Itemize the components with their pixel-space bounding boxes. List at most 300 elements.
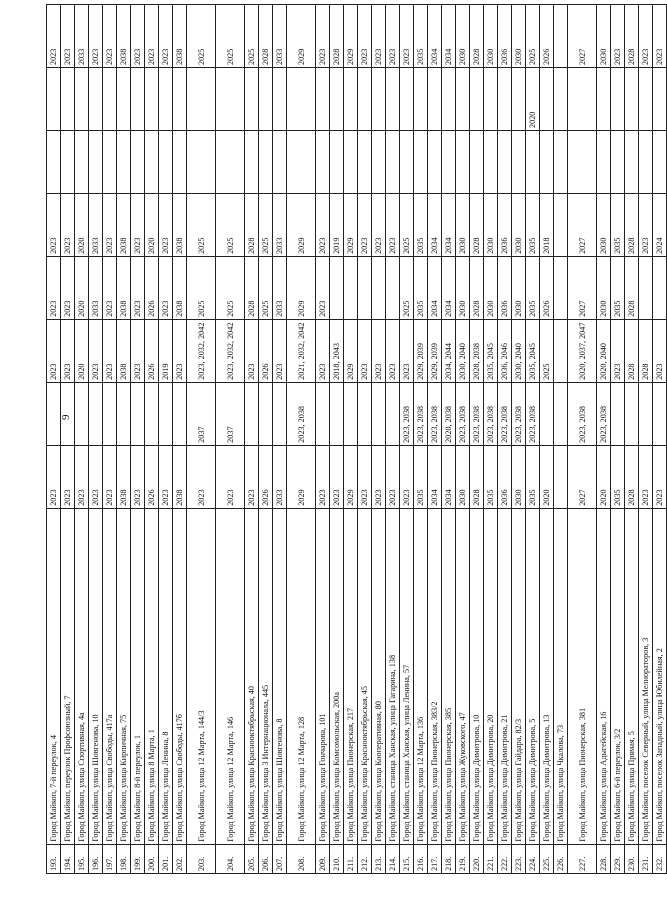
year-cell: 2038 bbox=[117, 193, 131, 256]
year-cell: 2025 bbox=[216, 256, 245, 319]
address-cell: Город Майкоп, улица 12 Марта, 144/3 bbox=[187, 508, 216, 844]
row-number: 195. bbox=[75, 844, 89, 873]
year-cell bbox=[145, 68, 159, 131]
row-number: 194. bbox=[61, 844, 75, 873]
table-row bbox=[526, 5, 540, 874]
table-row bbox=[625, 5, 639, 874]
year-cell bbox=[89, 130, 103, 193]
year-cell bbox=[287, 68, 316, 131]
year-cell bbox=[639, 68, 653, 131]
year-cell: 2023 bbox=[61, 319, 75, 382]
year-cell bbox=[597, 130, 611, 193]
year-cell bbox=[428, 130, 442, 193]
year-cell: 2023 bbox=[103, 319, 117, 382]
table-row bbox=[145, 5, 159, 874]
year-cell: 2023 bbox=[159, 445, 173, 508]
year-cell: 2023 bbox=[639, 445, 653, 508]
year-cell bbox=[145, 130, 159, 193]
year-cell: 2035 bbox=[526, 193, 540, 256]
year-cell: 2029 bbox=[344, 445, 358, 508]
row-number: 201. bbox=[159, 844, 173, 873]
address-cell: Город Майкоп, улица Пионерская, 385 bbox=[442, 508, 456, 844]
year-cell: 2035 bbox=[414, 193, 428, 256]
table-row bbox=[173, 5, 187, 874]
year-cell: 2023 bbox=[103, 193, 117, 256]
year-cell: 2036, 2046 bbox=[498, 319, 512, 382]
year-cell: 2023 bbox=[159, 5, 173, 68]
year-cell: 2034 bbox=[442, 193, 456, 256]
year-cell: 2025 bbox=[187, 193, 216, 256]
year-cell: 2036 bbox=[498, 445, 512, 508]
year-cell bbox=[245, 130, 259, 193]
year-cell bbox=[512, 130, 526, 193]
year-cell bbox=[173, 382, 187, 445]
year-cell: 2034 bbox=[442, 256, 456, 319]
year-cell: 2023 bbox=[653, 445, 667, 508]
year-cell: 2030 bbox=[512, 193, 526, 256]
address-cell: Город Майкоп, улица Ленина, 8 bbox=[159, 508, 173, 844]
table-row bbox=[287, 5, 316, 874]
year-cell: 2033 bbox=[75, 5, 89, 68]
year-cell: 2038 bbox=[173, 256, 187, 319]
year-cell bbox=[372, 382, 386, 445]
year-cell: 2023, 2038 bbox=[456, 382, 470, 445]
address-cell: Город Майкоп, улица Спортивная, 4а bbox=[75, 508, 89, 844]
year-cell bbox=[611, 68, 625, 131]
year-cell bbox=[187, 130, 216, 193]
year-cell: 2023 bbox=[61, 256, 75, 319]
year-cell bbox=[470, 68, 484, 131]
year-cell: 2030 bbox=[512, 445, 526, 508]
year-cell: 2023 bbox=[386, 319, 400, 382]
year-cell bbox=[653, 256, 667, 319]
year-cell bbox=[568, 68, 597, 131]
year-cell bbox=[456, 130, 470, 193]
year-cell bbox=[639, 130, 653, 193]
year-cell: 2023 bbox=[131, 5, 145, 68]
year-cell bbox=[259, 130, 273, 193]
year-cell bbox=[554, 68, 568, 131]
table-row bbox=[428, 5, 442, 874]
address-cell: Город Майкоп, улица Адыгейская, 16 bbox=[597, 508, 611, 844]
year-cell: 2023 bbox=[47, 5, 61, 68]
year-cell bbox=[173, 68, 187, 131]
year-cell: 2023 bbox=[103, 256, 117, 319]
year-cell: 2023 bbox=[159, 193, 173, 256]
row-number: 221. bbox=[484, 844, 498, 873]
year-cell: 2023, 2038 bbox=[568, 382, 597, 445]
year-cell: 2020, 2038 bbox=[442, 382, 456, 445]
year-cell bbox=[639, 382, 653, 445]
year-cell: 2030 bbox=[484, 5, 498, 68]
year-cell: 2027 bbox=[568, 445, 597, 508]
address-cell: Город Майкоп, улица Пионерская, 383/2 bbox=[428, 508, 442, 844]
year-cell bbox=[554, 5, 568, 68]
year-cell bbox=[273, 130, 287, 193]
year-cell: 2030 bbox=[456, 193, 470, 256]
year-cell: 2030 bbox=[597, 5, 611, 68]
year-cell: 2023 bbox=[131, 256, 145, 319]
table-row bbox=[442, 5, 456, 874]
row-number: 227. bbox=[568, 844, 597, 873]
year-cell: 2023 bbox=[639, 5, 653, 68]
year-cell bbox=[386, 382, 400, 445]
year-cell: 2035 bbox=[526, 256, 540, 319]
year-cell bbox=[512, 68, 526, 131]
address-cell: Город Майкоп, улица Свободы, 417а bbox=[103, 508, 117, 844]
row-number: 198. bbox=[117, 844, 131, 873]
year-cell: 2023, 2038 bbox=[400, 382, 414, 445]
year-cell bbox=[61, 382, 75, 445]
year-cell: 2026 bbox=[540, 256, 554, 319]
year-cell bbox=[216, 68, 245, 131]
year-cell: 2025 bbox=[245, 5, 259, 68]
table-body bbox=[47, 5, 667, 874]
address-cell: Город Майкоп, улица Прямая, 5 bbox=[625, 508, 639, 844]
year-cell bbox=[316, 130, 330, 193]
year-cell: 2036 bbox=[498, 5, 512, 68]
year-cell bbox=[442, 130, 456, 193]
address-cell: Город Майкоп, улица 8 Марта, 1 bbox=[145, 508, 159, 844]
schedule-table bbox=[46, 4, 667, 874]
year-cell: 2028 bbox=[330, 5, 344, 68]
year-cell: 2020 bbox=[597, 445, 611, 508]
row-number: 214. bbox=[386, 844, 400, 873]
year-cell: 2025 bbox=[259, 193, 273, 256]
year-cell: 2023 bbox=[358, 319, 372, 382]
year-cell bbox=[131, 382, 145, 445]
year-cell: 2033 bbox=[273, 256, 287, 319]
year-cell: 2035 bbox=[526, 445, 540, 508]
year-cell: 2019 bbox=[159, 319, 173, 382]
year-cell: 2023 bbox=[103, 5, 117, 68]
year-cell: 2030, 2040 bbox=[512, 319, 526, 382]
year-cell: 2029 bbox=[287, 5, 316, 68]
table-row bbox=[414, 5, 428, 874]
year-cell: 2029 bbox=[344, 319, 358, 382]
row-number: 230. bbox=[625, 844, 639, 873]
row-number: 196. bbox=[89, 844, 103, 873]
address-cell: Город Майкоп, улица 12 Марта, 146 bbox=[216, 508, 245, 844]
row-number: 197. bbox=[103, 844, 117, 873]
table-row bbox=[61, 5, 75, 874]
year-cell bbox=[358, 68, 372, 131]
year-cell: 2034 bbox=[428, 256, 442, 319]
year-cell: 2023 bbox=[47, 256, 61, 319]
year-cell: 2030 bbox=[512, 5, 526, 68]
table-row bbox=[103, 5, 117, 874]
year-cell: 2023, 2038 bbox=[597, 382, 611, 445]
year-cell: 2025 bbox=[400, 193, 414, 256]
row-number: 213. bbox=[372, 844, 386, 873]
year-cell bbox=[273, 68, 287, 131]
year-cell bbox=[653, 382, 667, 445]
year-cell bbox=[414, 68, 428, 131]
year-cell bbox=[358, 256, 372, 319]
year-cell bbox=[117, 68, 131, 131]
table-row bbox=[187, 5, 216, 874]
year-cell: 2023 bbox=[216, 445, 245, 508]
year-cell bbox=[428, 68, 442, 131]
row-number: 212. bbox=[358, 844, 372, 873]
year-cell: 2023 bbox=[173, 319, 187, 382]
year-cell: 2033 bbox=[89, 193, 103, 256]
year-cell: 2035, 2045 bbox=[526, 319, 540, 382]
year-cell: 2029 bbox=[287, 256, 316, 319]
row-number: 210. bbox=[330, 844, 344, 873]
year-cell: 2026 bbox=[145, 445, 159, 508]
year-cell: 2023 bbox=[245, 319, 259, 382]
rotated-page bbox=[46, 4, 664, 874]
table-row bbox=[470, 5, 484, 874]
row-number: 193. bbox=[47, 844, 61, 873]
address-cell: Город Майкоп, улица 12 Марта, 128 bbox=[287, 508, 316, 844]
year-cell bbox=[498, 130, 512, 193]
year-cell bbox=[75, 68, 89, 131]
year-cell bbox=[61, 130, 75, 193]
year-cell: 2038 bbox=[173, 445, 187, 508]
row-number: 231. bbox=[639, 844, 653, 873]
year-cell: 2023 bbox=[400, 5, 414, 68]
address-cell: Город Майкоп, поселок Северный, улица Мелиораторов, 3 bbox=[639, 508, 653, 844]
address-cell: Город Майкоп, улица Комсомольская, 200а bbox=[330, 508, 344, 844]
year-cell: 2034 bbox=[442, 5, 456, 68]
year-cell: 2023 bbox=[89, 319, 103, 382]
year-cell: 2025 bbox=[216, 193, 245, 256]
year-cell bbox=[597, 68, 611, 131]
table-row bbox=[245, 5, 259, 874]
year-cell bbox=[131, 68, 145, 131]
year-cell: 2023 bbox=[358, 445, 372, 508]
year-cell: 2025 bbox=[526, 5, 540, 68]
row-number: 223. bbox=[512, 844, 526, 873]
address-cell: Город Майкоп, 7-й переулок, 4 bbox=[47, 508, 61, 844]
year-cell: 2027 bbox=[568, 5, 597, 68]
table-row bbox=[75, 5, 89, 874]
table-row bbox=[159, 5, 173, 874]
year-cell: 2025 bbox=[187, 5, 216, 68]
year-cell bbox=[259, 68, 273, 131]
year-cell bbox=[103, 382, 117, 445]
year-cell: 2035, 2045 bbox=[484, 319, 498, 382]
year-cell: 2023 bbox=[400, 445, 414, 508]
year-cell bbox=[47, 68, 61, 131]
address-cell: Город Майкоп, улица Гайдара, 82/3 bbox=[512, 508, 526, 844]
year-cell bbox=[287, 130, 316, 193]
year-cell: 2036 bbox=[498, 193, 512, 256]
year-cell: 2028 bbox=[625, 445, 639, 508]
table-row bbox=[639, 5, 653, 874]
year-cell bbox=[330, 382, 344, 445]
address-cell: Город Майкоп, улица Чкалова, 73 bbox=[554, 508, 568, 844]
year-cell: 2028 bbox=[625, 193, 639, 256]
year-cell bbox=[159, 68, 173, 131]
year-cell: 2030 bbox=[456, 445, 470, 508]
row-number: 224. bbox=[526, 844, 540, 873]
year-cell bbox=[442, 68, 456, 131]
year-cell bbox=[568, 130, 597, 193]
year-cell: 2023 bbox=[316, 445, 330, 508]
year-cell: 2035 bbox=[414, 5, 428, 68]
year-cell: 2023 bbox=[653, 319, 667, 382]
year-cell bbox=[554, 382, 568, 445]
address-cell: Город Майкоп, улица Димитрова, 5 bbox=[526, 508, 540, 844]
year-cell: 2025 bbox=[216, 5, 245, 68]
year-cell bbox=[103, 68, 117, 131]
year-cell: 2023 bbox=[89, 5, 103, 68]
year-cell bbox=[316, 68, 330, 131]
year-cell: 2023, 2038 bbox=[287, 382, 316, 445]
year-cell: 2023, 2032, 2042 bbox=[187, 319, 216, 382]
year-cell bbox=[400, 130, 414, 193]
table-row bbox=[344, 5, 358, 874]
year-cell bbox=[386, 256, 400, 319]
year-cell: 2034 bbox=[428, 5, 442, 68]
year-cell bbox=[470, 130, 484, 193]
year-cell: 2023 bbox=[358, 193, 372, 256]
year-cell: 2028 bbox=[625, 256, 639, 319]
address-cell: Город Майкоп, улица Шовгенова, 10 bbox=[89, 508, 103, 844]
year-cell bbox=[316, 382, 330, 445]
year-cell: 2038 bbox=[117, 319, 131, 382]
year-cell: 2030 bbox=[456, 256, 470, 319]
year-cell: 2026 bbox=[259, 445, 273, 508]
year-cell: 2028 bbox=[470, 193, 484, 256]
row-number: 222. bbox=[498, 844, 512, 873]
year-cell bbox=[625, 130, 639, 193]
year-cell: 2028 bbox=[245, 256, 259, 319]
year-cell: 2023 bbox=[653, 5, 667, 68]
year-cell: 2027 bbox=[568, 193, 597, 256]
year-cell: 2023 bbox=[372, 319, 386, 382]
year-cell: 2038 bbox=[117, 445, 131, 508]
year-cell: 2023 bbox=[103, 445, 117, 508]
year-cell: 2028 bbox=[639, 319, 653, 382]
table-row bbox=[554, 5, 568, 874]
year-cell bbox=[159, 130, 173, 193]
address-cell: Город Майкоп, станица Ханская, улица Ленина, 57 bbox=[400, 508, 414, 844]
year-cell: 2026 bbox=[540, 5, 554, 68]
year-cell bbox=[344, 256, 358, 319]
year-cell bbox=[358, 130, 372, 193]
year-cell bbox=[386, 130, 400, 193]
year-cell bbox=[540, 68, 554, 131]
table-row bbox=[372, 5, 386, 874]
year-cell bbox=[117, 130, 131, 193]
year-cell: 2023, 2038 bbox=[470, 382, 484, 445]
year-cell: 2023 bbox=[47, 445, 61, 508]
year-cell: 2023 bbox=[159, 256, 173, 319]
year-cell: 2026 bbox=[145, 256, 159, 319]
year-cell bbox=[330, 256, 344, 319]
year-cell: 2023 bbox=[372, 5, 386, 68]
year-cell: 2028 bbox=[625, 319, 639, 382]
year-cell bbox=[456, 68, 470, 131]
year-cell bbox=[554, 445, 568, 508]
year-cell bbox=[330, 130, 344, 193]
address-cell: Город Майкоп, улица Кирпичная, 75 bbox=[117, 508, 131, 844]
year-cell: 2029 bbox=[287, 445, 316, 508]
address-cell: Город Майкоп, улица Жуковского, 47 bbox=[456, 508, 470, 844]
year-cell: 2020 bbox=[75, 193, 89, 256]
table-row bbox=[653, 5, 667, 874]
table-row bbox=[512, 5, 526, 874]
year-cell bbox=[611, 382, 625, 445]
row-number: 207. bbox=[273, 844, 287, 873]
table-row bbox=[611, 5, 625, 874]
year-cell: 2030 bbox=[512, 256, 526, 319]
year-cell: 2035 bbox=[611, 445, 625, 508]
address-cell: Город Майкоп, поселок Западный, улица Юбилейная, 2 bbox=[653, 508, 667, 844]
year-cell: 2034 bbox=[428, 193, 442, 256]
year-cell: 2035 bbox=[484, 445, 498, 508]
year-cell bbox=[540, 130, 554, 193]
year-cell: 2037 bbox=[216, 382, 245, 445]
row-number: 206. bbox=[259, 844, 273, 873]
year-cell: 2023, 2038 bbox=[428, 382, 442, 445]
year-cell: 2023 bbox=[61, 5, 75, 68]
year-cell: 2033 bbox=[273, 5, 287, 68]
year-cell: 2023 bbox=[89, 445, 103, 508]
year-cell bbox=[625, 68, 639, 131]
year-cell: 2023 bbox=[47, 319, 61, 382]
table-row bbox=[568, 5, 597, 874]
year-cell: 2033 bbox=[89, 256, 103, 319]
year-cell bbox=[187, 68, 216, 131]
year-cell bbox=[159, 382, 173, 445]
address-cell: Город Майкоп, улица Шовгенова, 8 bbox=[273, 508, 287, 844]
year-cell: 2030 bbox=[484, 256, 498, 319]
year-cell: 2023 bbox=[639, 193, 653, 256]
year-cell bbox=[47, 130, 61, 193]
address-cell: Город Майкоп, улица Димитрова, 10 bbox=[470, 508, 484, 844]
table-row bbox=[358, 5, 372, 874]
year-cell: 2027 bbox=[568, 256, 597, 319]
year-cell: 2034 bbox=[428, 445, 442, 508]
year-cell: 2029 bbox=[287, 193, 316, 256]
row-number: 219. bbox=[456, 844, 470, 873]
year-cell: 2023, 2038 bbox=[498, 382, 512, 445]
row-number: 225. bbox=[540, 844, 554, 873]
year-cell bbox=[400, 68, 414, 131]
year-cell: 2028 bbox=[470, 445, 484, 508]
year-cell: 2023 bbox=[611, 5, 625, 68]
year-cell: 2020 bbox=[75, 319, 89, 382]
year-cell bbox=[173, 130, 187, 193]
year-cell bbox=[372, 256, 386, 319]
table-row bbox=[400, 5, 414, 874]
year-cell bbox=[540, 382, 554, 445]
year-cell: 2023 bbox=[316, 5, 330, 68]
year-cell: 2019 bbox=[330, 193, 344, 256]
year-cell: 2033 bbox=[273, 193, 287, 256]
row-number: 199. bbox=[131, 844, 145, 873]
year-cell: 2030 bbox=[484, 193, 498, 256]
table-row bbox=[540, 5, 554, 874]
year-cell: 2037 bbox=[187, 382, 216, 445]
year-cell: 2020, 2037, 2047 bbox=[568, 319, 597, 382]
year-cell: 2020 bbox=[145, 193, 159, 256]
year-cell bbox=[344, 130, 358, 193]
year-cell: 2030 bbox=[597, 256, 611, 319]
year-cell bbox=[484, 68, 498, 131]
year-cell: 2025 bbox=[400, 256, 414, 319]
year-cell: 2023 bbox=[358, 5, 372, 68]
year-cell bbox=[526, 130, 540, 193]
table-row bbox=[47, 5, 61, 874]
year-cell bbox=[61, 68, 75, 131]
year-cell bbox=[117, 382, 131, 445]
